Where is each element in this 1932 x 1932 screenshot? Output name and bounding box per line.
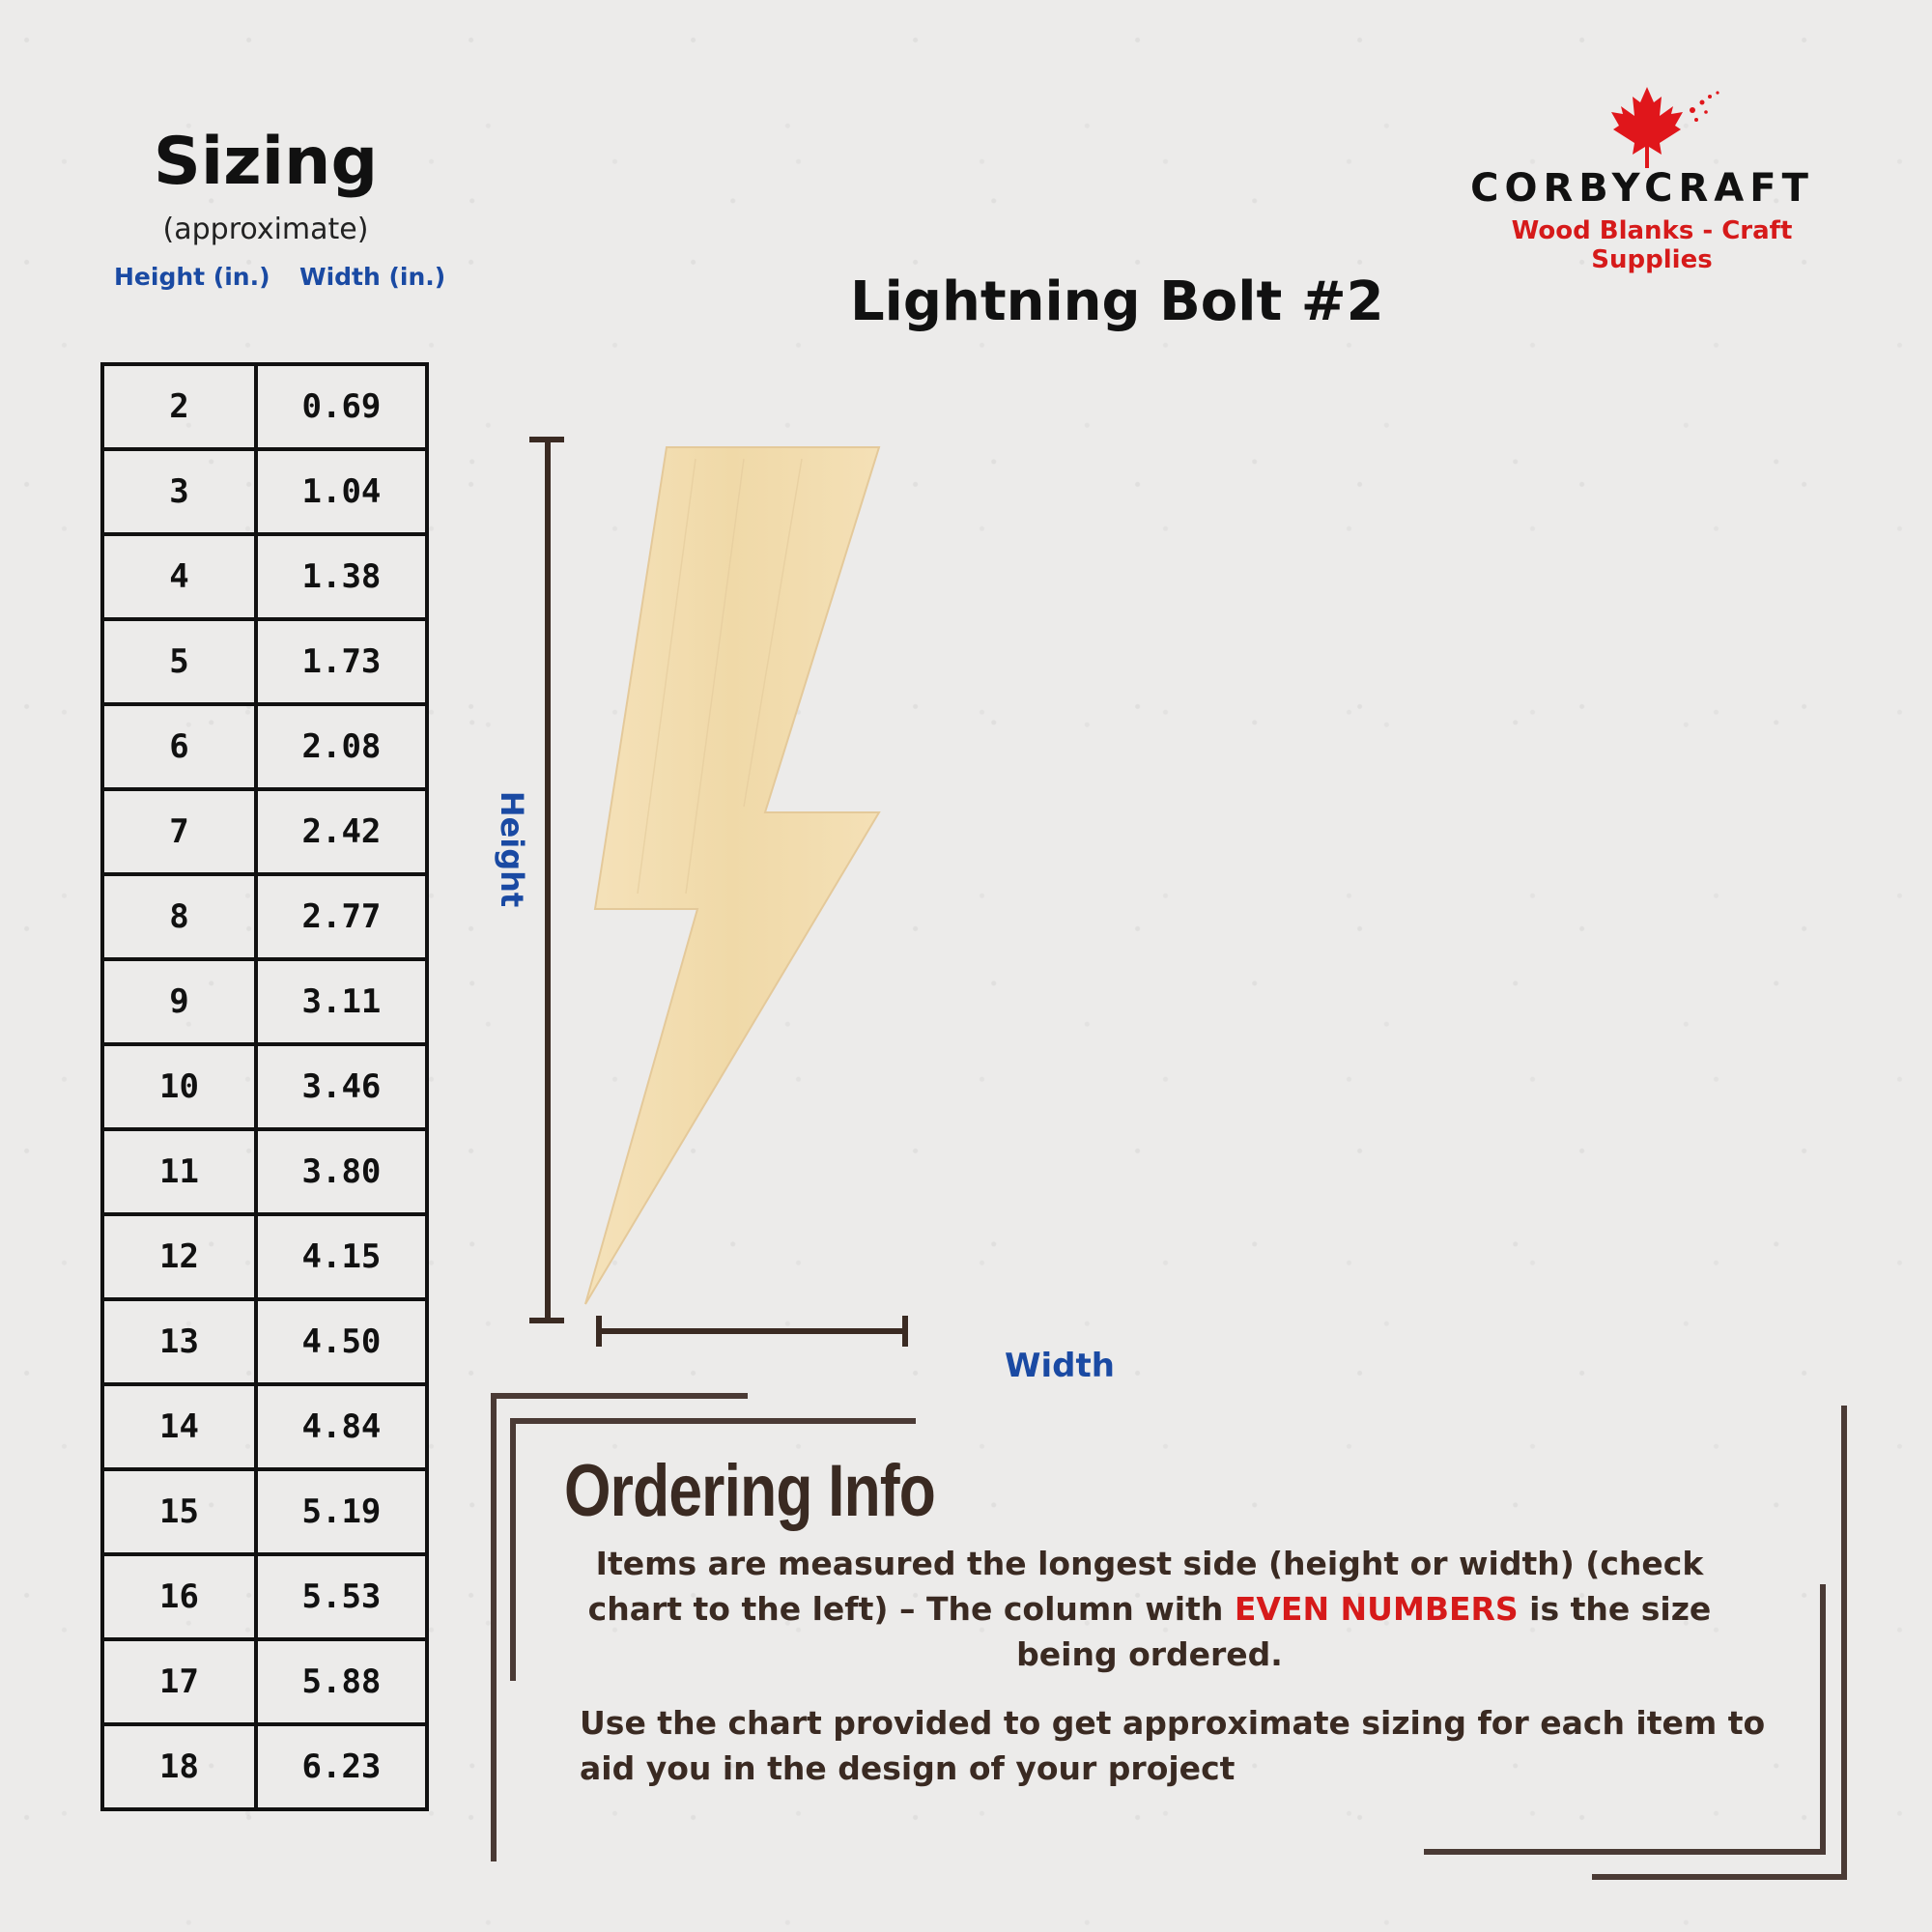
height-dimension-cap-top <box>529 437 564 442</box>
maple-leaf-icon <box>1604 85 1729 172</box>
sizing-title: Sizing <box>153 124 379 200</box>
width-dimension-line <box>599 1328 908 1334</box>
height-cell: 16 <box>102 1554 256 1639</box>
frame-line <box>510 1418 516 1681</box>
width-cell: 2.08 <box>256 704 427 789</box>
ordering-text: is the size being ordered. <box>1016 1590 1712 1673</box>
table-row <box>102 534 427 619</box>
width-cell: 5.19 <box>256 1469 427 1554</box>
height-dimension-line <box>545 437 551 1321</box>
width-cell: 3.11 <box>256 959 427 1044</box>
table-row <box>102 364 427 449</box>
table-row <box>102 1554 427 1639</box>
width-cell: 1.73 <box>256 619 427 704</box>
width-cell: 0.69 <box>256 364 427 449</box>
table-row <box>102 1299 427 1384</box>
width-label: Width <box>1005 1347 1115 1385</box>
table-row <box>102 1384 427 1469</box>
width-cell: 3.46 <box>256 1044 427 1129</box>
height-cell: 6 <box>102 704 256 789</box>
brand-name: CORBYCRAFT <box>1470 166 1814 211</box>
table-row <box>102 1724 427 1809</box>
width-cell: 6.23 <box>256 1724 427 1809</box>
frame-line <box>1841 1406 1847 1879</box>
even-numbers-highlight: EVEN NUMBERS <box>1234 1590 1519 1628</box>
width-dimension-cap-left <box>596 1316 602 1347</box>
ordering-text: Items are measured the longest side (height or width) (check chart to the left) – The column with <box>587 1545 1704 1628</box>
width-cell: 4.15 <box>256 1214 427 1299</box>
height-cell: 10 <box>102 1044 256 1129</box>
height-cell: 5 <box>102 619 256 704</box>
height-cell: 11 <box>102 1129 256 1214</box>
height-label: Height <box>494 790 531 908</box>
column-header-height: Height (in.) <box>114 263 270 291</box>
width-cell: 2.42 <box>256 789 427 874</box>
column-header-width: Width (in.) <box>299 263 446 291</box>
table-row <box>102 1044 427 1129</box>
ordering-paragraph-2: Use the chart provided to get approximate sizing for each item to aid you in the design of your project <box>580 1704 1766 1787</box>
product-title: Lightning Bolt #2 <box>850 270 1384 333</box>
sizing-subtitle: (approximate) <box>162 213 369 246</box>
frame-line <box>1424 1849 1826 1855</box>
width-cell: 5.53 <box>256 1554 427 1639</box>
frame-line <box>491 1393 497 1861</box>
brand-tagline: Wood Blanks - Craft Supplies <box>1511 216 1793 274</box>
width-cell: 3.80 <box>256 1129 427 1214</box>
height-cell: 9 <box>102 959 256 1044</box>
width-cell: 2.77 <box>256 874 427 959</box>
width-cell: 4.84 <box>256 1384 427 1469</box>
table-row <box>102 1129 427 1214</box>
frame-line <box>491 1393 748 1399</box>
table-row <box>102 619 427 704</box>
width-cell: 1.38 <box>256 534 427 619</box>
sizing-table <box>100 362 429 1811</box>
table-row <box>102 449 427 534</box>
table-row <box>102 1469 427 1554</box>
frame-line <box>510 1418 916 1424</box>
height-cell: 13 <box>102 1299 256 1384</box>
height-cell: 14 <box>102 1384 256 1469</box>
height-cell: 15 <box>102 1469 256 1554</box>
height-cell: 12 <box>102 1214 256 1299</box>
ordering-title: Ordering Info <box>564 1450 936 1532</box>
table-row <box>102 959 427 1044</box>
table-row <box>102 874 427 959</box>
height-cell: 2 <box>102 364 256 449</box>
lightning-bolt-icon <box>580 440 898 1314</box>
table-row <box>102 1639 427 1724</box>
frame-line <box>1592 1874 1847 1880</box>
table-row <box>102 1214 427 1299</box>
width-cell: 4.50 <box>256 1299 427 1384</box>
height-cell: 18 <box>102 1724 256 1809</box>
height-cell: 7 <box>102 789 256 874</box>
frame-line <box>1820 1584 1826 1855</box>
table-row <box>102 704 427 789</box>
table-row <box>102 789 427 874</box>
height-cell: 3 <box>102 449 256 534</box>
height-cell: 4 <box>102 534 256 619</box>
ordering-paragraph-1 <box>570 1541 1729 1677</box>
height-cell: 8 <box>102 874 256 959</box>
width-cell: 5.88 <box>256 1639 427 1724</box>
height-dimension-cap-bottom <box>529 1318 564 1323</box>
width-dimension-cap-right <box>902 1316 908 1347</box>
width-cell: 1.04 <box>256 449 427 534</box>
height-cell: 17 <box>102 1639 256 1724</box>
